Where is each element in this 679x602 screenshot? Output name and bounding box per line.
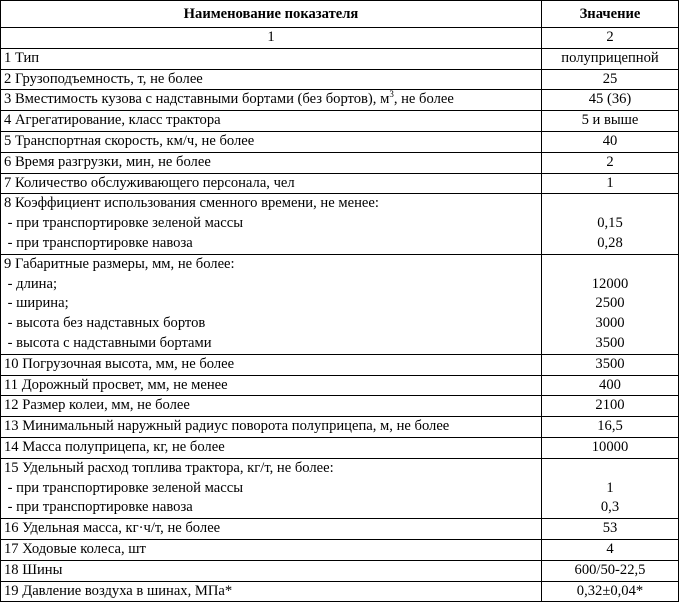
parameter-value-cell [542,539,679,560]
parameter-value-cell [542,417,679,438]
parameter-name-cell [1,48,542,69]
table-row [1,152,679,173]
column-header-value: Значение [542,1,679,28]
value-spacer [545,255,675,275]
sub-parameter-name: - высота без надставных бортов [4,315,206,332]
parameter-name-tail: , не более [393,91,454,108]
sub-parameter-name: - высота с надставными бортами [4,334,212,351]
parameter-name-cell [1,560,542,581]
table-row [1,131,679,152]
parameter-value-cell [542,437,679,458]
sub-parameter-value: 2500 [595,295,625,312]
table-row [1,560,679,581]
table-row [1,111,679,132]
parameter-name: 13 Минимальный наружный радиус поворота полуприцепа, м, не более [4,418,450,435]
parameter-value-cell [542,48,679,69]
parameter-value: 600/50-22,5 [574,561,646,578]
table-row [1,458,679,518]
parameter-name: 12 Размер колеи, мм, не более [4,397,190,414]
sub-parameter-value: 1 [606,479,614,496]
table-row [1,354,679,375]
table-row [1,194,679,254]
parameter-name: 18 Шины [4,561,63,578]
parameter-value-cell [542,90,679,111]
parameter-name-cell [1,396,542,417]
parameter-name: 3 Вместимость кузова с надставными бортами (без бортов), м [4,91,390,108]
table-row [1,396,679,417]
parameter-name-cell [1,90,542,111]
parameter-name: 17 Ходовые колеса, шт [4,540,146,557]
sub-parameter-name: - при транспортировке навоза [4,499,193,516]
parameter-value-cell [542,69,679,90]
value-spacer [545,194,675,214]
column-header-name: Наименование показателя [1,1,542,28]
value-spacer [545,459,675,479]
parameter-value-cell [542,519,679,540]
parameter-name: 10 Погрузочная высота, мм, не более [4,355,235,372]
parameter-name-cell [1,173,542,194]
table-header-row [1,1,679,28]
parameter-name: 2 Грузоподъемность, т, не более [4,70,203,87]
parameter-name-cell [1,152,542,173]
parameter-value: 3500 [595,355,625,372]
parameter-name-cell [1,354,542,375]
sub-parameter-value: 0,3 [600,499,620,516]
parameter-name-cell [1,111,542,132]
column-index-value: 2 [542,28,679,49]
parameter-name-cell [1,539,542,560]
parameter-value: 53 [602,520,618,537]
table-row [1,519,679,540]
parameter-value: 25 [602,70,618,87]
parameter-value: 400 [599,376,621,393]
parameter-name-cell [1,69,542,90]
parameter-value-cell [542,458,679,518]
parameter-value-cell [542,254,679,354]
parameter-value: 45 (36) [588,91,632,108]
parameter-name: 8 Коэффициент использования сменного времени, не менее: [4,195,379,212]
sub-parameter-value: 12000 [591,275,629,292]
parameter-name-cell [1,194,542,254]
column-index-row [1,28,679,49]
table-row [1,254,679,354]
parameter-name: 1 Тип [4,49,40,66]
parameter-value: 10000 [591,438,629,455]
parameter-value-cell [542,581,679,602]
parameter-value: 40 [602,132,618,149]
column-index-name: 1 [1,28,542,49]
table-row [1,539,679,560]
parameter-name-cell [1,519,542,540]
sub-parameter-name: - ширина; [4,295,69,312]
table-row [1,48,679,69]
sub-parameter-value: 3500 [595,334,625,351]
parameter-value: полуприцепной [561,49,659,66]
parameter-value-cell [542,111,679,132]
parameter-name: 16 Удельная масса, кг·ч/т, не более [4,520,221,537]
sub-parameter-value: 3000 [595,315,625,332]
parameter-value-cell [542,152,679,173]
table-row [1,437,679,458]
parameter-name: 9 Габаритные размеры, мм, не более: [4,255,235,272]
parameter-value-cell [542,173,679,194]
sub-parameter-value: 0,15 [597,215,623,232]
parameter-name-cell [1,417,542,438]
table-row [1,90,679,111]
unit-superscript: 3 [389,89,394,100]
parameter-name: 19 Давление воздуха в шинах, МПа* [4,582,233,599]
parameter-value-cell [542,194,679,254]
parameter-value-cell [542,396,679,417]
sub-parameter-name: - при транспортировке зеленой массы [4,479,244,496]
parameter-name-cell [1,375,542,396]
parameter-value: 4 [606,540,614,557]
sub-parameter-name: - длина; [4,275,58,292]
parameter-value-cell [542,131,679,152]
sub-parameter-value: 0,28 [597,234,623,251]
parameter-value-cell [542,560,679,581]
parameter-value: 1 [606,174,614,191]
sub-parameter-name: - при транспортировке навоза [4,234,193,251]
parameter-value: 2 [606,153,614,170]
parameter-name: 14 Масса полуприцепа, кг, не более [4,438,225,455]
parameter-name: 5 Транспортная скорость, км/ч, не более [4,132,255,149]
parameter-name: 6 Время разгрузки, мин, не более [4,153,211,170]
table-row [1,173,679,194]
table-row [1,581,679,602]
parameter-name-cell [1,437,542,458]
parameter-value: 5 и выше [581,112,639,129]
parameter-value: 2100 [595,397,625,414]
parameter-value-cell [542,375,679,396]
parameter-name-cell [1,131,542,152]
parameter-name: 11 Дорожный просвет, мм, не менее [4,376,228,393]
parameter-name: 7 Количество обслуживающего персонала, чел [4,174,295,191]
parameter-name: 15 Удельный расход топлива трактора, кг/т, не более: [4,459,334,476]
parameter-value-cell [542,354,679,375]
table-row [1,417,679,438]
parameter-value: 16,5 [597,418,623,435]
sub-parameter-name: - при транспортировке зеленой массы [4,215,244,232]
table-row [1,375,679,396]
parameter-value: 0,32±0,04* [576,582,644,599]
parameter-name-cell [1,254,542,354]
parameter-name: 4 Агрегатирование, класс трактора [4,112,221,129]
parameter-name-cell [1,581,542,602]
parameter-name-cell [1,458,542,518]
table-row [1,69,679,90]
